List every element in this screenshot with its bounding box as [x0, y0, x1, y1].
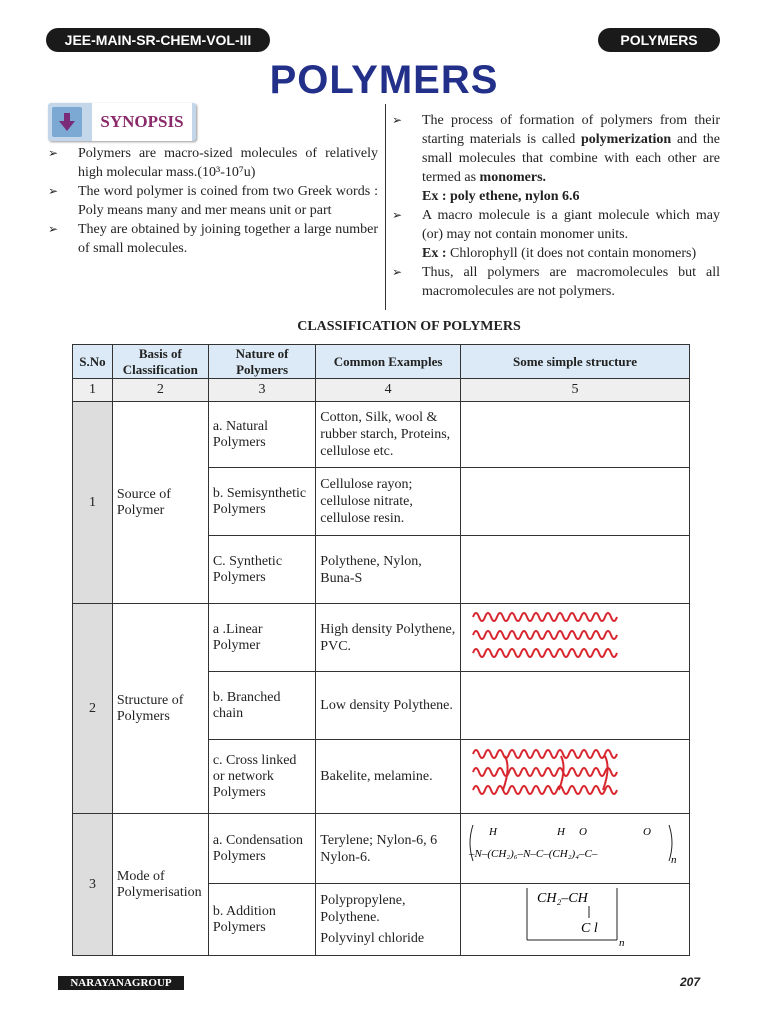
examples-cell: Low density Polythene. [316, 672, 461, 740]
cross-link [559, 756, 564, 790]
header-structure: Some simple structure [460, 345, 689, 379]
example-line: Ex : poly ethene, nylon 6.6 [422, 189, 580, 204]
examples-cell: High density Polythene, PVC. [316, 604, 461, 672]
nature-cell: b. Addition Polymers [208, 884, 315, 956]
nature-cell: b. Branched chain [208, 672, 315, 740]
header-right-badge: POLYMERS [598, 28, 720, 52]
polymer-chain [473, 649, 617, 657]
synopsis-banner [48, 103, 196, 141]
page-number: 207 [680, 975, 701, 989]
structure-cell [460, 814, 689, 884]
nature-cell: C. Synthetic Polymers [208, 536, 315, 604]
atom-label: H [488, 826, 497, 838]
examples-cell: Polythene, Nylon, Buna-S [316, 536, 461, 604]
table-title: CLASSIFICATION OF POLYMERS [297, 319, 521, 334]
nature-cell: a. Condensation Polymers [208, 814, 315, 884]
examples-cell: Terylene; Nylon-6, 6 Nylon-6. [316, 814, 461, 884]
polymer-chain [473, 613, 617, 621]
structure-cell [460, 884, 689, 956]
header-sno: S.No [73, 345, 113, 379]
column-number: 2 [112, 379, 208, 402]
structure-cell [460, 402, 689, 468]
page-title: POLYMERS [269, 58, 499, 102]
synopsis-label: SYNOPSIS [92, 103, 192, 141]
nature-cell: a. Natural Polymers [208, 402, 315, 468]
examples-cell [316, 884, 461, 956]
chain-formula: CH₂–CH [536, 891, 588, 906]
footer-brand: NARAYANAGROUP [58, 976, 184, 990]
structure-cell [460, 468, 689, 536]
right-column [392, 111, 720, 301]
nature-cell: c. Cross linked or network Polymers [208, 740, 315, 814]
group-sno: 2 [73, 604, 113, 814]
bullet-point: ➢ They are obtained by joining together a large number of small molecules. [48, 222, 378, 256]
nature-cell: a .Linear Polymer [208, 604, 315, 672]
polymer-chain [473, 631, 617, 639]
structure-cell [460, 672, 689, 740]
repeat-n: n [618, 937, 625, 949]
structure-cell [460, 604, 689, 672]
polymer-chain [473, 750, 617, 758]
substituent: C l [580, 921, 598, 936]
examples-cell: Cotton, Silk, wool & rubber starch, Proteins, cellulose etc. [316, 402, 461, 468]
left-column [48, 144, 378, 258]
down-arrow-icon [52, 107, 82, 137]
group-sno: 3 [73, 814, 113, 956]
polymer-chain [473, 786, 617, 794]
bullet-point: ➢ A macro molecule is a giant molecule which may (or) may not contain monomer units. [392, 208, 720, 242]
column-number: 1 [73, 379, 113, 402]
group-sno: 1 [73, 402, 113, 604]
column-number: 4 [316, 379, 461, 402]
addition-structure [465, 884, 685, 950]
crosslinked-diagram [465, 744, 685, 804]
group-basis: Source of Polymer [112, 402, 208, 604]
linear-chain-diagram [465, 607, 685, 663]
nature-cell: b. Semisynthetic Polymers [208, 468, 315, 536]
condensation-structure [465, 819, 685, 873]
bullet-point: ➢ The word polymer is coined from two Greek words : Poly means many and mer means unit or part [48, 184, 378, 218]
column-number: 3 [208, 379, 315, 402]
structure-cell [460, 536, 689, 604]
group-basis: Mode of Polymerisation [112, 814, 208, 956]
header-left-badge: JEE-MAIN-SR-CHEM-VOL-III [46, 28, 270, 52]
examples-text: Polypropylene, Polythene. [320, 893, 406, 925]
atom-label: H [556, 826, 565, 838]
chain-formula: –N–(CH₂)₆–N–C–(CH₂)₄–C– [468, 848, 598, 860]
header-nature: Nature of Polymers [208, 345, 315, 379]
atom-label: O [642, 826, 651, 838]
column-number: 5 [460, 379, 689, 402]
examples-cell: Cellulose rayon; cellulose nitrate, cellulose resin. [316, 468, 461, 536]
bullet-point: ➢ The process of formation of polymers from their starting materials is called polymerization and the small molecules that combine with each other are termed as monomers. [392, 113, 720, 185]
group-basis: Structure of Polymers [112, 604, 208, 814]
bullet-point: ➢ Thus, all polymers are macromolecules but all macromolecules are not polymers. [392, 265, 720, 299]
examples-text: Polyvinyl chloride [320, 931, 425, 946]
column-divider [385, 104, 386, 310]
classification-table [72, 344, 690, 956]
repeat-n: n [670, 854, 677, 866]
examples-cell: Bakelite, melamine. [316, 740, 461, 814]
header-examples: Common Examples [316, 345, 461, 379]
atom-label: O [578, 826, 587, 838]
example-line: Ex : Chlorophyll (it does not contain monomers) [422, 246, 697, 261]
structure-cell [460, 740, 689, 814]
bullet-point: ➢ Polymers are macro-sized molecules of relatively high molecular mass.(10³-10⁷u) [48, 146, 378, 180]
polymer-chain [473, 768, 617, 776]
header-basis: Basis of Classification [112, 345, 208, 379]
